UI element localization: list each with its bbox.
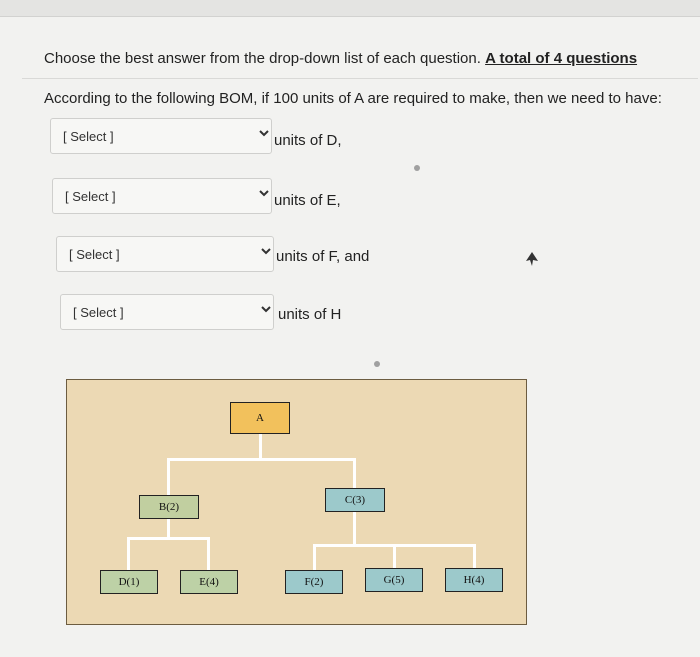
chevron-down-icon [257,126,271,140]
question-text: According to the following BOM, if 100 units of A are required to make, then we need to have: [44,90,662,107]
bom-node-g [365,568,423,592]
speck [374,361,380,367]
connector [127,537,209,540]
bom-node-h-label: H(4) [463,574,485,586]
bom-node-b [139,495,199,519]
bom-node-a-label: A [256,412,264,424]
connector [353,510,356,546]
instructions-text: Choose the best answer from the drop-down list of each question. [44,50,486,67]
chevron-down-icon [257,186,271,200]
connector [393,544,396,570]
select-f-suffix: units of F, and [276,248,370,265]
connector [167,517,170,539]
select-e-suffix: units of E, [274,192,341,209]
chevron-down-icon [259,302,273,316]
select-d-suffix: units of D, [274,132,342,149]
bom-node-d [100,570,158,594]
total-questions-note: A total of 4 questions [485,50,638,67]
bom-node-f [285,570,343,594]
select-h-suffix: units of H [278,306,342,323]
connector [127,537,130,571]
chevron-down-icon [259,244,273,258]
bom-node-e-label: E(4) [199,576,219,588]
connector [167,458,170,496]
bom-node-c-label: C(3) [344,494,366,506]
top-band [0,0,700,17]
select-d-dropdown[interactable] [50,118,272,154]
connector [473,544,476,570]
connector [167,458,355,461]
bom-node-f-label: F(2) [304,576,324,588]
select-row-e [52,178,372,214]
select-e-value: [ Select ] [65,189,116,204]
bom-node-h [445,568,503,592]
select-d-value: [ Select ] [63,129,114,144]
connector [353,458,356,488]
select-e-dropdown[interactable] [52,178,272,214]
bom-node-a [230,402,290,434]
select-f-dropdown[interactable] [56,236,274,272]
connector [259,432,262,460]
select-f-value: [ Select ] [69,247,120,262]
mouse-cursor-icon [526,252,538,266]
instructions [44,50,637,67]
connector [207,537,210,571]
select-h-dropdown[interactable] [60,294,274,330]
select-h-value: [ Select ] [73,305,124,320]
bom-node-c [325,488,385,512]
connector [313,544,316,570]
bom-diagram [66,379,527,625]
bom-node-b-label: B(2) [158,501,180,513]
bom-node-e [180,570,238,594]
speck [414,165,420,171]
bom-node-d-label: D(1) [118,576,140,588]
select-row-d [50,118,370,154]
select-row-f [56,236,396,272]
bom-node-g-label: G(5) [383,574,405,586]
select-row-h [60,294,380,330]
divider [22,78,698,79]
